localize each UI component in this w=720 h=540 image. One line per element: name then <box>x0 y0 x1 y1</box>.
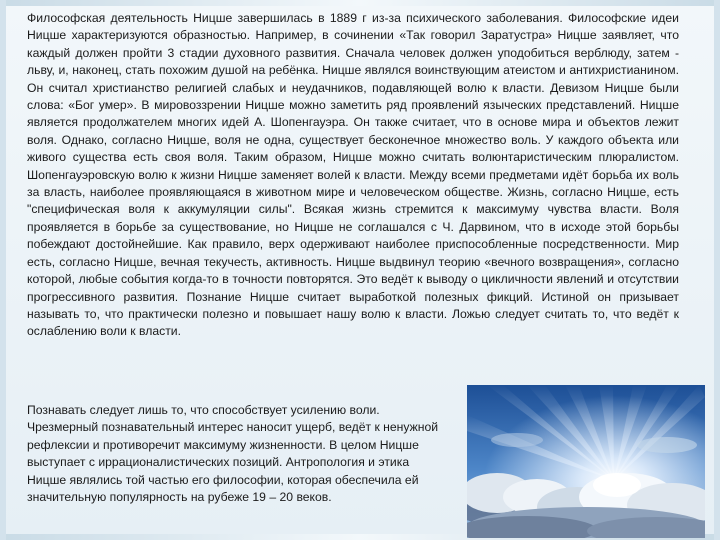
sky-photo <box>467 385 705 538</box>
slide-frame-top <box>0 0 720 6</box>
second-paragraph: Познавать следует лишь то, что способствует усилению воли. Чрезмерный познавательный интерес наносит ущерб, ведёт к ненужной рефлексии и противоречит максимуму жизненности. В целом Ницше выступает с иррационалистических позиций. Антропология и этика Ницше являлись той частью его философии, которая обеспечила ей значительную популярность на рубеже 19 – 20 веков. <box>27 403 439 505</box>
slide-frame-right <box>714 0 720 540</box>
main-paragraph: Философская деятельность Ницше завершилась в 1889 г из-за психического заболевания. Философские идеи Ницше характеризуются образностью. Например, в сочинении «Так говорил Заратустра» Ницше заявляет, что каждый должен пройти 3 стадии духовного развития. Сначала человек должен уподобиться верблюду, затем - льву, и, наконец, стать похожим душой на ребёнка. Ницше являлся воинствующим атеистом и антихристианином. Он считал христианство религией слабых и неудачников, подавляющей волю к власти. Девизом Ницше были слова: «Бог умер». В мировоззрении Ницше можно заметить ряд проявлений языческих представлений. Ницше является продолжателем многих идей А. Шопенгауэра. Он также считает, что в основе мира и объектов лежит воля. Однако, согласно Ницше, воля не одна, существует бесконечное множество воль. У каждого объекта или живого существа есть своя воля. Таким образом, Ницше можно считать волюнтаристическим плюралистом. Шопенгауэровскую волю к жизни Ницше заменяет волей к власти. Между всеми предметами идёт борьба их воль за власть, наиболее проявляющаяся в животном мире и человеческом обществе. Жизнь, согласно Ницше, есть "специфическая воля к аккумуляции силы". Всякая жизнь стремится к максимуму чувства власти. Воля проявляется в борьбе за существование, но Ницше не соглашался с Ч. Дарвином, что в исходе этой борьбы побеждают достойнейшие. Как правило, верх одерживают наиболее приспособленные посредственности. Мир есть, согласно Ницше, вечная текучесть, активность. Ницше выдвинул теорию «вечного возвращения», согласно которой, любые события когда-то в точности повторятся. Это ведёт к выводу о цикличности явлений и отсутствии прогрессивного развития. Познание Ницше считает выработкой полезных фикций. Истиной он призывает называть то, что практически полезно и повышает нашу волю к власти. Ложью следует считать то, что ведёт к ослаблению воли к власти. <box>27 11 679 339</box>
slide-frame-left <box>0 0 6 540</box>
sky-photo-graphic <box>467 385 705 538</box>
